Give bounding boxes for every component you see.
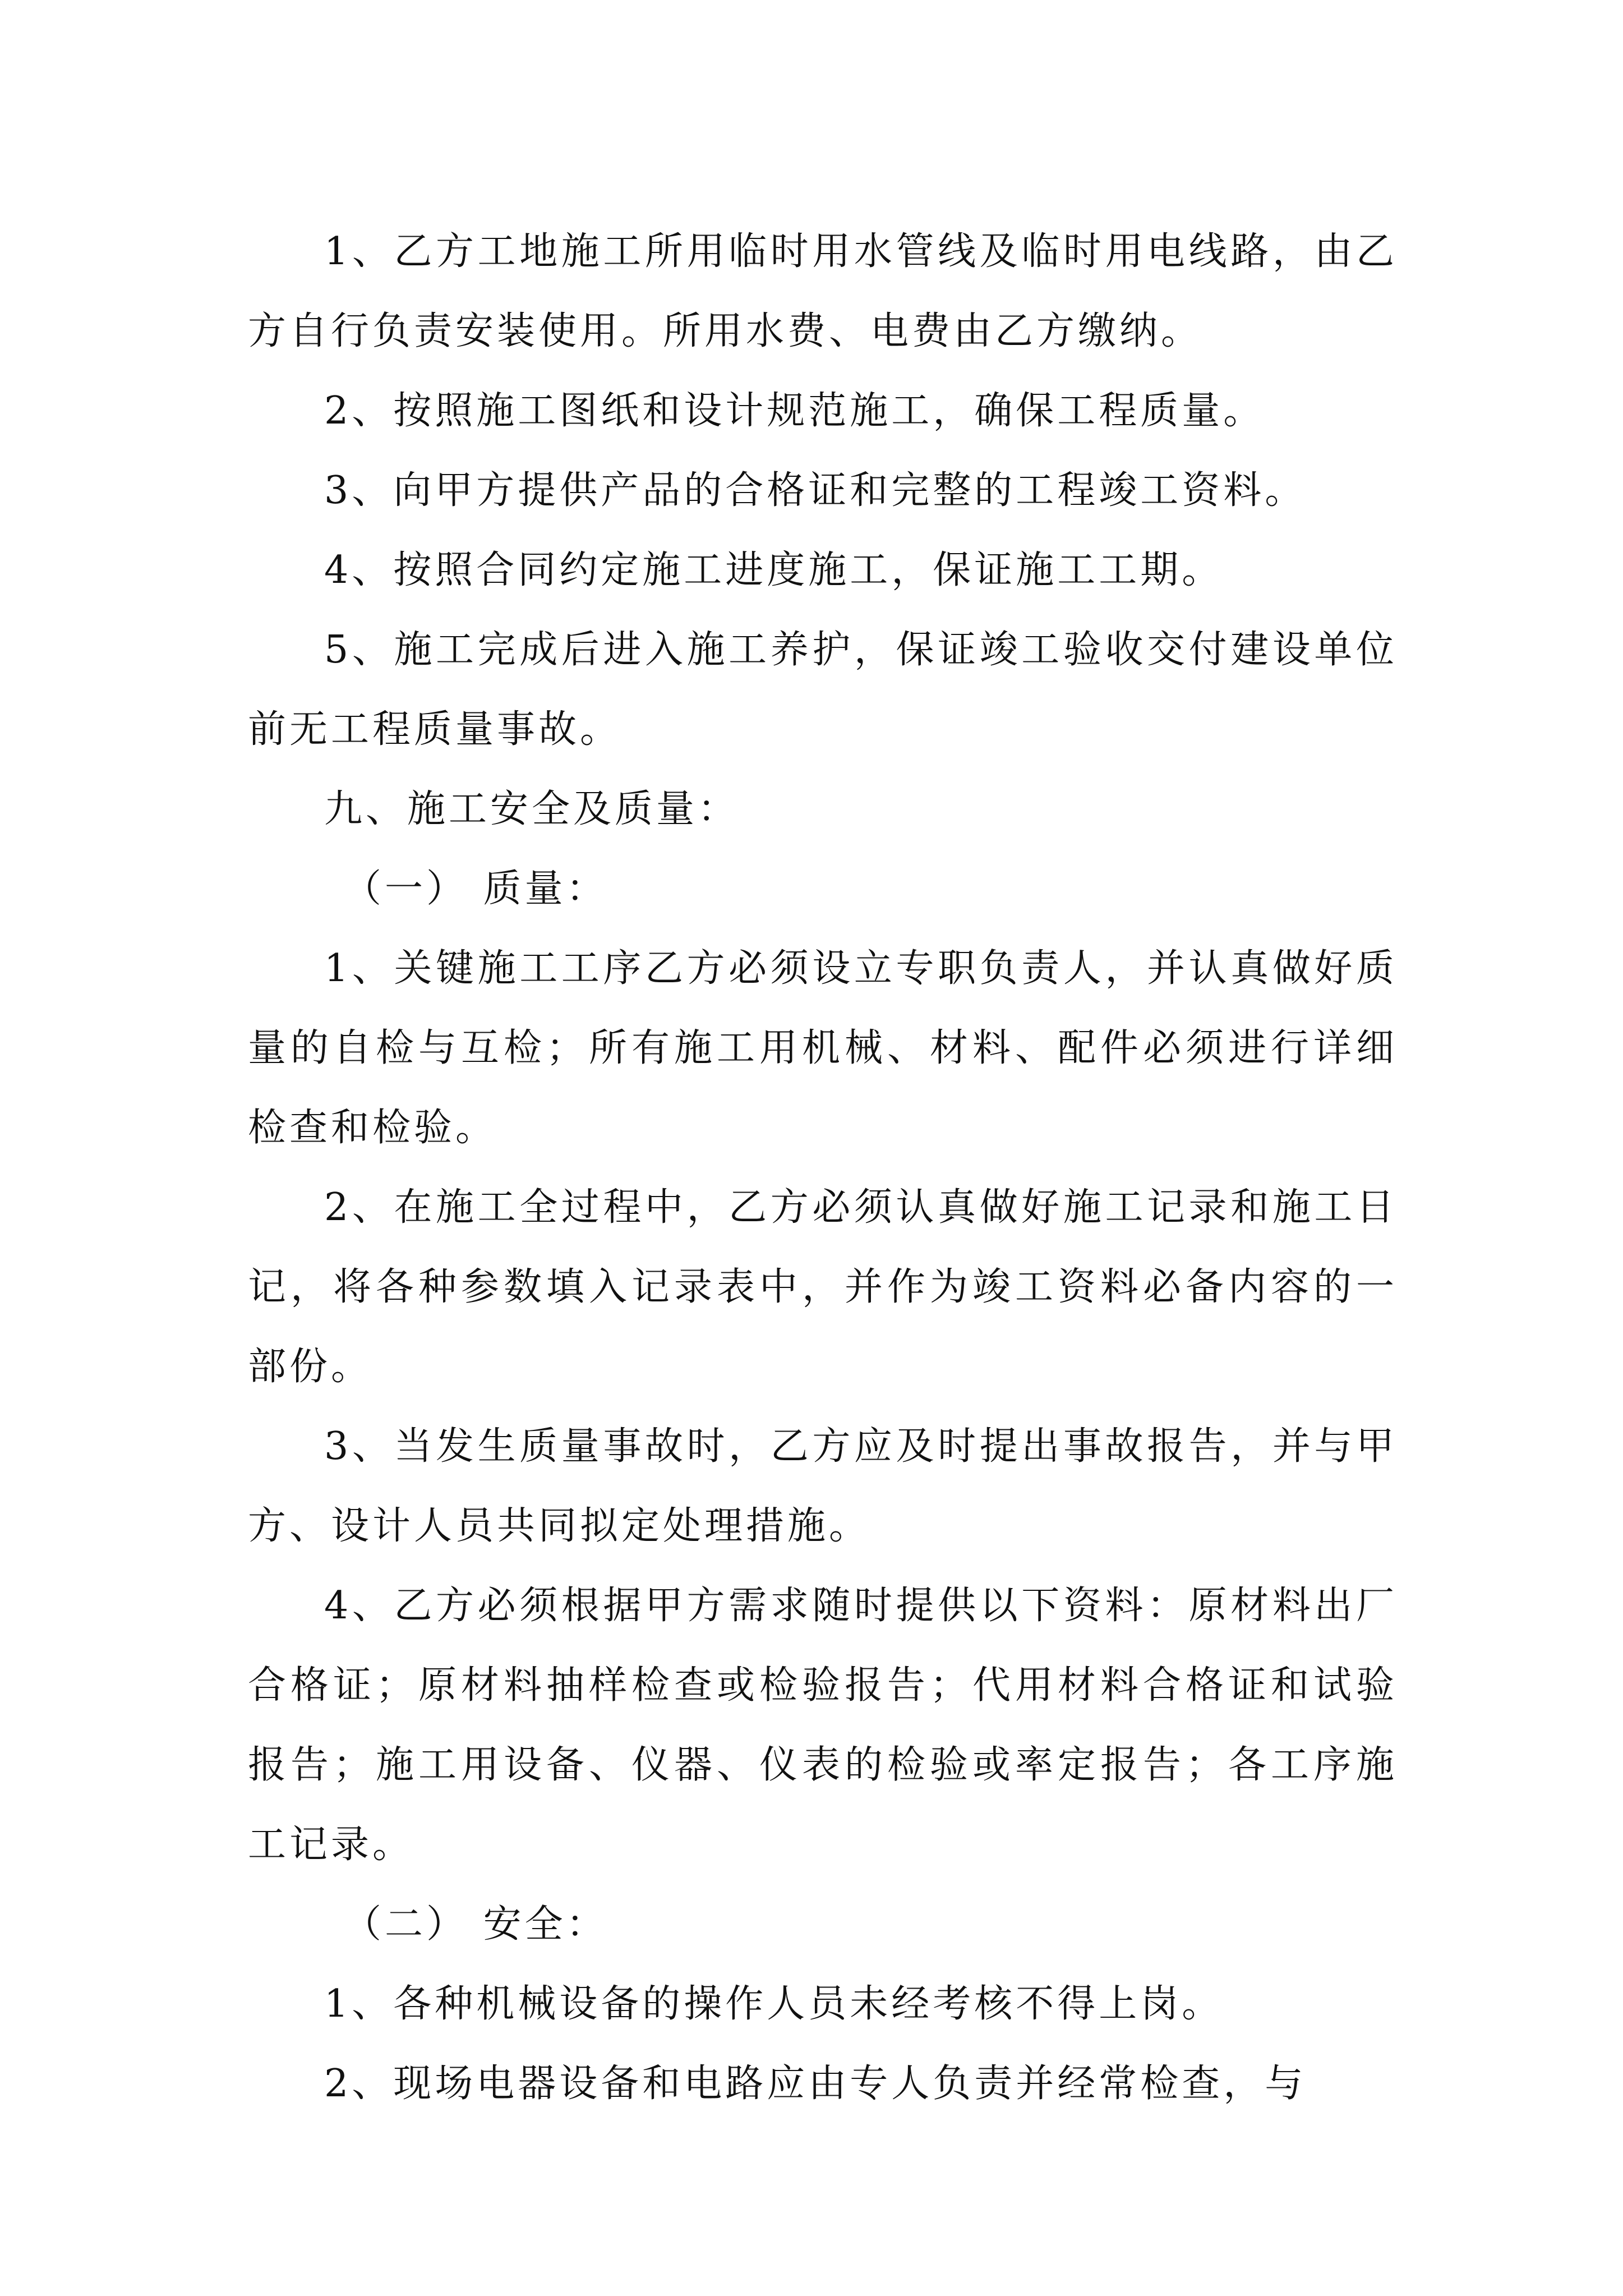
paragraph-schedule: 4、按照合同约定施工进度施工，保证施工工期。	[324, 548, 1224, 592]
subsection-heading-quality: （一） 质量：	[343, 867, 608, 911]
subsection-heading-safety: （二） 安全：	[343, 1902, 608, 1947]
paragraph-required-materials: 4、乙方必须根据甲方需求随时提供以下资料：原材料出厂合格证；原材料抽样检查或检验报告；代用材料合格证和试验报告；施工用设备、仪器、仪表的检验或率定报告；各工序施工记录。	[248, 1584, 1398, 1867]
document-body	[248, 212, 1398, 2124]
paragraph-certificates: 3、向甲方提供产品的合格证和完整的工程竣工资料。	[324, 468, 1307, 513]
paragraph-quality-inspection: 1、关键施工工序乙方必须设立专职负责人，并认真做好质量的自检与互检；所有施工用机械、材料、配件必须进行详细检查和检验。	[248, 946, 1398, 1150]
paragraph-water-electricity: 1、乙方工地施工所用临时用水管线及临时用电线路，由乙方自行负责安装使用。所用水费、电费由乙方缴纳。	[248, 229, 1398, 353]
paragraph-accident-report: 3、当发生质量事故时，乙方应及时提出事故报告，并与甲方、设计人员共同拟定处理措施。	[248, 1424, 1398, 1548]
paragraph-maintenance: 5、施工完成后进入施工养护，保证竣工验收交付建设单位前无工程质量事故。	[248, 628, 1398, 752]
section-heading-safety-quality: 九、施工安全及质量：	[324, 787, 740, 831]
paragraph-operator-training: 1、各种机械设备的操作人员未经考核不得上岗。	[324, 1982, 1224, 2026]
paragraph-construction-drawings: 2、按照施工图纸和设计规范施工，确保工程质量。	[324, 389, 1265, 433]
paragraph-electrical-equipment: 2、现场电器设备和电路应由专人负责并经常检查，与	[324, 2062, 1307, 2106]
paragraph-construction-records: 2、在施工全过程中，乙方必须认真做好施工记录和施工日记，将各种参数填入记录表中，并作为竣工资料必备内容的一部份。	[248, 1185, 1398, 1389]
